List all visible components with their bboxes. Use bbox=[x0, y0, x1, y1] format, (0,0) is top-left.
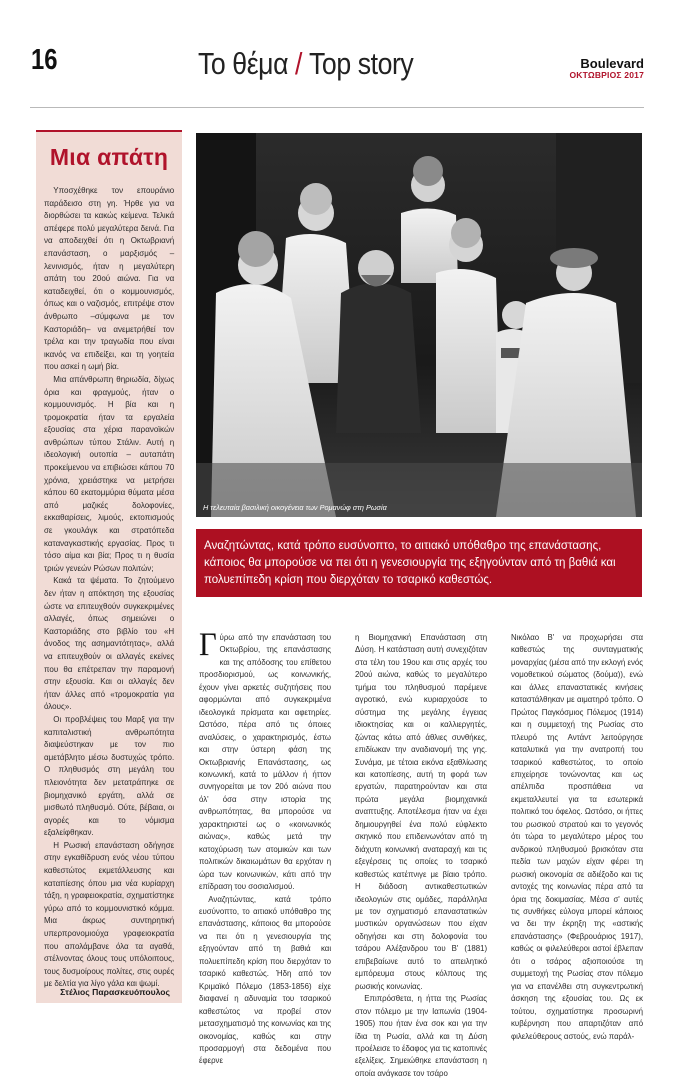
article-paragraph: Νικόλαο Β' να προχωρήσει στα καθεστώς της συνταγματικής μοναρχίας (μέσα από την εκλογή ενός νομοθετικού σώματος (δούμα)), ενώ και άλλες επαναστατικές κινήσεις καταστάλθηκαν με αιματηρό τρόπο. Ο Πρώτος Παγκόσμιος Πόλεμος (1914) και η συμμετοχή της Ρωσίας στο πλευρό της Αντάντ λειτούργησε καταλυτικά για την ανατροπή του τσαρικού καθεστώτος, το οποίο επιχείρησε τονώνοντας και ως απέλπιδα προσπάθεια να εκμεταλλευτεί για τα εσωτερικά πολιτικό του όφελος. Ωστόσο, οι ήττες του ρωσικού στρατού και το γεγονός ότι τώρα το μεγαλύτερο μέρος του ανδρικού πληθυσμού βρισκόταν στα πεδία των μαχών είχαν φέρει τη ρωσική οικονομία σε αδιέξοδο και τις αντοχές της κοινωνίας πέρα από τα όρια της δοκιμασίας. Μέσα σ' αυτές τις συνθήκες εύλογα μπορεί κάποιος να δει την έκρηξη της «αστικής επανάστασης» (Φεβρουάριος 1917), καθώς οι φιλελεύθεροι αστοί έβλεπαν ότι ο τσάρος αξιοποιούσε τη συμμετοχή της Ρωσίας στον πόλεμο για να επανέλθει στη συγκεντρωτική άσκηση της εξουσίας του. Ως εκ τούτου, σχηματίστηκε προσωρινή κυβέρνηση που απαρτιζόταν από φιλελεύθερους αστούς, ενώ παράλ- bbox=[511, 632, 644, 1041]
article-column-1 bbox=[199, 627, 332, 1067]
sidebar-author: Στέλιος Παρασκευόπουλος bbox=[60, 987, 170, 997]
page-number: 16 bbox=[31, 44, 58, 76]
article-paragraph: ύρω από την επανάσταση του Οκτωβρίου, της επανάστασης και της απόδοσης του επίθετου προσδιορισμού, ως κοινωνικής, έχουν γίνει αρκετές συζητήσεις που αφορμώνται από συγκεκριμένα ιδεολογικά πρίσματα και αφετηρίες. Ωστόσο, πέρα από τις όποιες αναλύσεις, ο χαρακτηρισμός, έστω και στην ύστερη φάση της Οκτωβριανής Επανάστασης, ως κοινωνική, κατά το μάλλον ή ήττον συνηγορείται με τον 20ό αιώνα που όλ' όσα στην ιστορία της ανθρωπότητας, θα μπορούσε να χαρακτηριστεί ως ο «κοινωνικός αιώνας», καθώς μετά την κατοχύρωση των ατομικών και των πολιτικών δικαιωμάτων θα ερχόταν η ώρα των κοινωνικών, κάτι από την επίδραση του σοσιαλισμού. bbox=[199, 632, 332, 892]
article-paragraph: η Βιομηχανική Επανάσταση στη Δύση. Η κατάσταση αυτή συνεχιζόταν στα τέλη του 19ου και στις αρχές του 20ού αιώνα, καθώς το μεγαλύτερο τμήμα του πληθυσμού παρέμενε αγροτικό, ενώ κυριαρχούσε το σύστημα της μεγάλης έγγειας ιδιοκτησίας και οι καλλιεργητές, ζώντας κάτω από άθλιες συνθήκες, επιδίωκαν την αναδιανομή της γης. Συνάμα, με τέτοια εικόνα εξαθλίωσης και κατοπίεσης, αυτή τη φορά των εργατών, παρατηρούνταν και στα πρώτα μεγάλα βιομηχανικά αναπτυξης. Αποτέλεσμα ήταν να έχει δημιουργηθεί ένα πολύ εύφλεκτο σκηνικό που επιδεινωνόταν από τη διάχυτη κοινωνική αναταραχή και τις εξεγέρσεις τις οποίες το τσαρικό καθεστώς κατέπνιγε με βίαιο τρόπο. Η διάδοση αντικαθεστωτικών ιδεολογιών στις ομάδες, παράλληλα με τον σχηματισμό επαναστατικών μυστικών οργανώσεων που είχαν οδηγήσει και στη δολοφονία του τσάρου Αλέξανδρου του Β' (1881) επιβεβαίωνε αυτό το απειλητικό εμπόρευμα στους κόλπους της ρωσικής κοινωνίας. bbox=[355, 632, 488, 991]
section-separator: / bbox=[295, 46, 303, 81]
sidebar-paragraph: Κακά τα ψέματα. Το ζητούμενο δεν ήταν η απόκτηση της εξουσίας ώστε να επιτευχθούν συγκεκριμένες αλλαγές, όπως σημειώνει ο Καστοριάδης στο βιβλίο του «Η άνοδος της ασημαντότητας», αλλά να επιτευχθούν οι αλλαγές εκείνες που θα επέτρεπαν την παραμονή στην εξουσία. Και οι αλλαγές δεν ήταν άλλες από «τρομοκρατία για όλους». bbox=[44, 575, 175, 712]
sidebar-paragraph: Υποσχέθηκε τον επουράνιο παράδεισο στη γη. Ήρθε για να διορθώσει τα κακώς κείμενα. Τελικά απέφερε πολύ μεγαλύτερα δεινά. Για να αποδειχθεί ότι η Οκτωβριανή επανάσταση, ο μαρξισμός – λενινισμός, ήταν η μεγαλύτερη απάτη του 20ού αιώνα. Για να καταδειχθεί, ότι ο κομμουνισμός, όπως και ο ναζισμός, επιτρέψε στον άνθρωπο –σύμφωνα με τον Καστοριάδη– να ανεμετρήθεί τον τρέλα και την τραγωδία που είναι ικανός να επιδείξει, και τη γοητεία που ασκεί η ωμή βία. bbox=[44, 185, 175, 372]
sidebar-text bbox=[44, 184, 174, 990]
article-column-2 bbox=[355, 631, 487, 1079]
drop-cap: Γ bbox=[199, 627, 217, 663]
photo-caption: Η τελευταία βασιλική οικογένεια των Ρομανώφ στη Ρωσία bbox=[203, 503, 387, 512]
portrait-illustration bbox=[196, 133, 642, 517]
section-title-greek: Το θέμα bbox=[198, 46, 289, 81]
family-portrait-photo bbox=[196, 133, 642, 517]
sidebar-title: Μια απάτη bbox=[49, 144, 169, 170]
article-column-3 bbox=[511, 631, 643, 1042]
article-paragraph: Αναζητώντας, κατά τρόπο ευσύνοπτο, το αιτιακό υπόθαθρο της επανάστασης, κάποιος θα μπορούσε να πει ότι η γενεσιουργία της εξηγούνταν από τη βαθιά και πολυεπίπεδη κρίση που διερχόταν το τσαρικό καθεστώς. Ήδη από τον Κριμαϊκό Πόλεμο (1853-1856) είχε διαφανεί η αδυναμία του τσαρικού καθεστώτος να προβεί στον μετασχηματισμό της κοινωνίας και της οικονομίας, καθώς και στην προσαρμογή στα δεδομένα που έφερνε bbox=[199, 893, 332, 1066]
sidebar-top-rule bbox=[36, 130, 182, 132]
sidebar-paragraph: Οι προβλέψεις του Μαρξ για την καπιταλιστική ανθρωπότητα διαψεύστηκαν με τον πιο αμετάβλητο μέσω δυστυχώς τρόπο. Ο πληθυσμός στη μεγάλη του πλειονότητα δεν μετατράπηκε σε βιομηχανικό εργάτη, αλλά σε μισθωτό πληθυσμό. Ούτε, βέβαια, οι αγορές και το νόμισμα εξαλείφθηκαν. bbox=[44, 713, 175, 838]
article-paragraph: Επιπρόσθετα, η ήττα της Ρωσίας στον πόλεμο με την Ιαπωνία (1904-1905) που ήταν ένα σοκ και για την ίδια τη Ρωσία, αλλά και τη Δύση προέλεισε το έδαφος για τις κατοπινές εξελίξεις. Σημειώθηκε επανάσταση η οποία ανάγκασε τον τσάρο bbox=[355, 993, 488, 1078]
publication-brand bbox=[569, 57, 644, 80]
pull-quote-box bbox=[196, 529, 642, 597]
header-divider bbox=[30, 107, 644, 108]
section-title bbox=[198, 46, 413, 82]
issue-date: ΟΚΤΩΒΡΙΟΣ 2017 bbox=[569, 70, 644, 80]
pull-quote-text: Αναζητώντας, κατά τρόπο ευσύνοπτο, το αιτιακό υπόθαθρο της επανάστασης, κάποιος θα μπορούσε να πει ότι η γενεσιουργία της εξηγούνταν από τη βαθιά και πολυεπίπεδη κρίση που διερχόταν το τσαρικό καθεστώς. bbox=[204, 538, 616, 586]
brand-logo: Boulevard bbox=[580, 56, 644, 71]
sidebar-paragraph: Η Ρωσική επανάσταση οδήγησε στην εγκαθίδρυση ενός νέου τύπου καθεστώτος εκμετάλλευσης και καταπίεσης όπου μια νέα κυρίαρχη τάξη, η γραφειοκρατία, σχηματίστηκε γύρω από το κομμουνιστικό κόμμα. Μια άκρως συντηρητική υπερπρονομιούχα γραφειοκρατία που απολάμβανε όλα τα αγαθά, στέλνοντας όλους τους υπόλοιπους, τους δυσμοίρους πολίτες, στις ουρές με δελτία για λίγο γάλα και ψωμί. bbox=[44, 839, 175, 989]
sidebar-paragraph: Μια απάνθρωπη θηριωδία, δίχως όρια και φραγμούς, ήταν ο κομμουνισμός. Η βία και η τρομοκρατία ήταν τα εργαλεία εξουσίας στα χέρια παρανοϊκών ανθρώπων τύπου Στάλιν. Αυτή η ιδεολογική ουτοπία – αυταπάτη προκείμενου να επιβιώσει κάπου 70 χρόνια, χρειάστηκε να μετρήσει κάπου 60 εκατομμύρια θύματα μέσα από μαζικές δολοφονίες, εκκαθαρίσεις, λιμούς, εκτοπισμούς σε γκουλάγκ και στρατόπεδα καταναγκαστικής εργασίας. Προς τι τόσο αίμα και βία; Προς τι η θυσία τριών γενεών Ρώσων πολιτών; bbox=[44, 373, 175, 573]
section-title-english: Top story bbox=[309, 46, 414, 81]
